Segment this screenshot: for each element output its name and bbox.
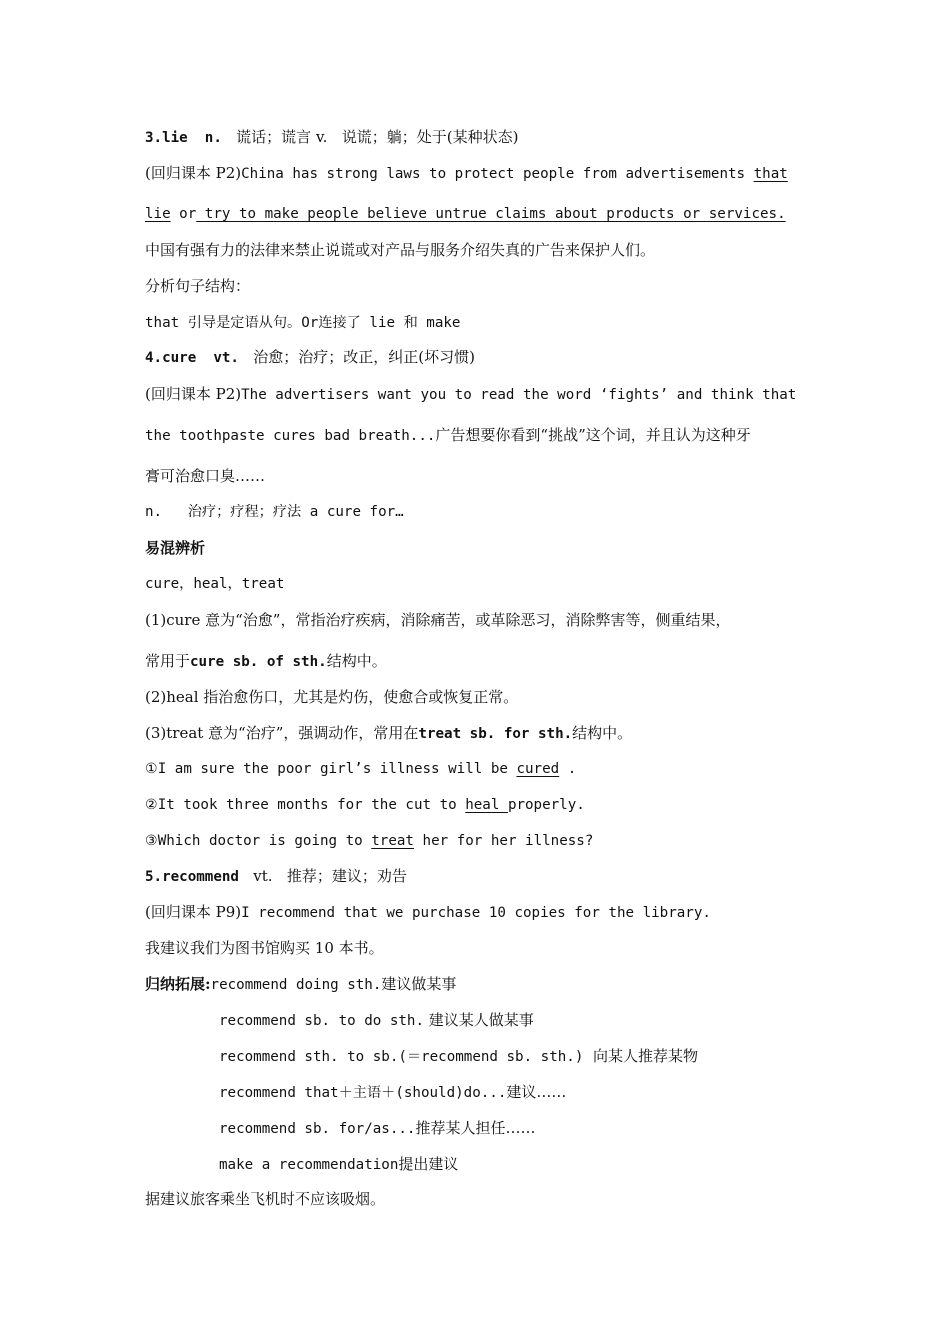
text: ②It took three months for the cut to — [145, 797, 466, 813]
underlined-text: that — [753, 166, 788, 182]
pattern: cure sb. of sth. — [190, 654, 327, 670]
example-sentence-continued — [145, 425, 751, 446]
label: 归纳拓展: — [145, 975, 211, 993]
word-list: cure，heal，treat — [145, 576, 285, 592]
pattern: recommend sb. to do sth. — [219, 1013, 424, 1029]
translation: 中国有强有力的法律来禁止说谎或对产品与服务介绍失真的广告来保护人们。 — [145, 241, 656, 259]
definition: 治愈；治疗；改正，纠正(坏习惯) — [238, 348, 475, 366]
expansion-item — [219, 1046, 698, 1067]
pattern: recommend doing sth. — [210, 977, 382, 993]
text: her for her illness? — [413, 833, 594, 849]
example-sentence — [145, 902, 711, 923]
headword: 3.lie n. — [145, 130, 222, 146]
text: properly. — [507, 797, 585, 813]
text: (3)treat 意为“治疗”，强调动作，常用在 — [145, 724, 419, 742]
expansion-item — [219, 1154, 458, 1175]
note-text: 连接了 lie 和 make — [318, 315, 461, 331]
text: . — [559, 761, 577, 777]
entry-recommend-heading — [145, 866, 407, 887]
source-ref: (回归课本 P2) — [145, 164, 242, 182]
entry-cure-heading — [145, 347, 475, 368]
entry-lie-heading — [145, 127, 518, 148]
meaning: 建议做某事 — [381, 975, 457, 993]
pattern: recommend sb. for/as... — [219, 1121, 416, 1137]
underlined-text: try to make people believe untrue claims about products or services. — [196, 206, 786, 222]
exercise-item — [145, 831, 593, 851]
meaning: 推荐某人担任…… — [415, 1119, 536, 1137]
explanation-heal: (2)heal 指治愈伤口，尤其是灼伤，使愈合或恢复正常。 — [145, 688, 519, 706]
pattern: recommend that＋主语＋(should)do... — [219, 1085, 507, 1101]
answer: cured — [516, 761, 560, 777]
example-sentence — [145, 163, 788, 184]
analysis-note — [145, 312, 460, 333]
explanation-cure: (1)cure 意为“治愈”，常指治疗疾病，消除痛苦，或革除恶习，消除弊害等，侧重结果， — [145, 611, 731, 629]
translation: 广告想要你看到“挑战”这个词，并且认为这种牙 — [435, 426, 751, 444]
example-sentence — [145, 384, 796, 405]
noun-definition: n. 治疗；疗程；疗法 a cure for… — [145, 504, 404, 520]
meaning: 向某人推荐某物 — [583, 1047, 698, 1065]
text: 结构中。 — [572, 724, 633, 742]
explanation-treat — [145, 723, 632, 744]
source-ref: (回归课本 P2) — [145, 385, 242, 403]
note-text: that 引导是定语从句。Or — [145, 315, 319, 331]
sentence-text: China has strong laws to protect people from advertisements — [241, 166, 754, 182]
translation: 膏可治愈口臭…… — [145, 467, 266, 485]
expansion-heading — [145, 974, 456, 995]
section-heading: 易混辨析 — [145, 539, 206, 557]
sentence-text: I recommend that we purchase 10 copies for the library. — [241, 905, 711, 921]
sentence-text: The advertisers want you to read the word ‘fights’ and think that — [241, 387, 797, 403]
text: 常用于 — [145, 652, 191, 670]
text: ①I am sure the poor girl’s illness will be — [145, 761, 517, 777]
answer: heal — [465, 797, 508, 813]
answer: treat — [371, 833, 414, 849]
exercise-item — [145, 759, 576, 779]
pattern: recommend sth. to sb.(＝recommend sb. sth.) — [219, 1049, 584, 1065]
example-sentence-continued — [145, 204, 786, 224]
underlined-text: lie — [145, 206, 171, 222]
expansion-item — [219, 1082, 566, 1103]
expansion-item — [219, 1118, 535, 1139]
translation-exercise: 据建议旅客乘坐飞机时不应该吸烟。 — [145, 1190, 386, 1208]
headword: 4.cure vt. — [145, 350, 239, 366]
meaning: 建议某人做某事 — [424, 1011, 534, 1029]
pattern: treat sb. for sth. — [418, 726, 573, 742]
analysis-heading: 分析句子结构： — [145, 277, 251, 295]
pattern: make a recommendation — [219, 1157, 399, 1173]
definition: vt. 推荐；建议；劝告 — [238, 867, 407, 885]
headword: 5.recommend — [145, 869, 239, 885]
meaning: 提出建议 — [398, 1155, 459, 1173]
text: ③Which doctor is going to — [145, 833, 372, 849]
exercise-item — [145, 795, 585, 815]
text: 结构中。 — [326, 652, 387, 670]
sentence-text: or — [170, 206, 197, 222]
meaning: 建议…… — [506, 1083, 567, 1101]
source-ref: (回归课本 P9) — [145, 903, 242, 921]
sentence-text: the toothpaste cures bad breath... — [145, 428, 436, 444]
explanation-cure-continued — [145, 651, 387, 672]
translation: 我建议我们为图书馆购买 10 本书。 — [145, 939, 384, 957]
expansion-item — [219, 1010, 534, 1031]
definition: 谎话；谎言 v. 说谎；躺；处于(某种状态) — [221, 128, 519, 146]
